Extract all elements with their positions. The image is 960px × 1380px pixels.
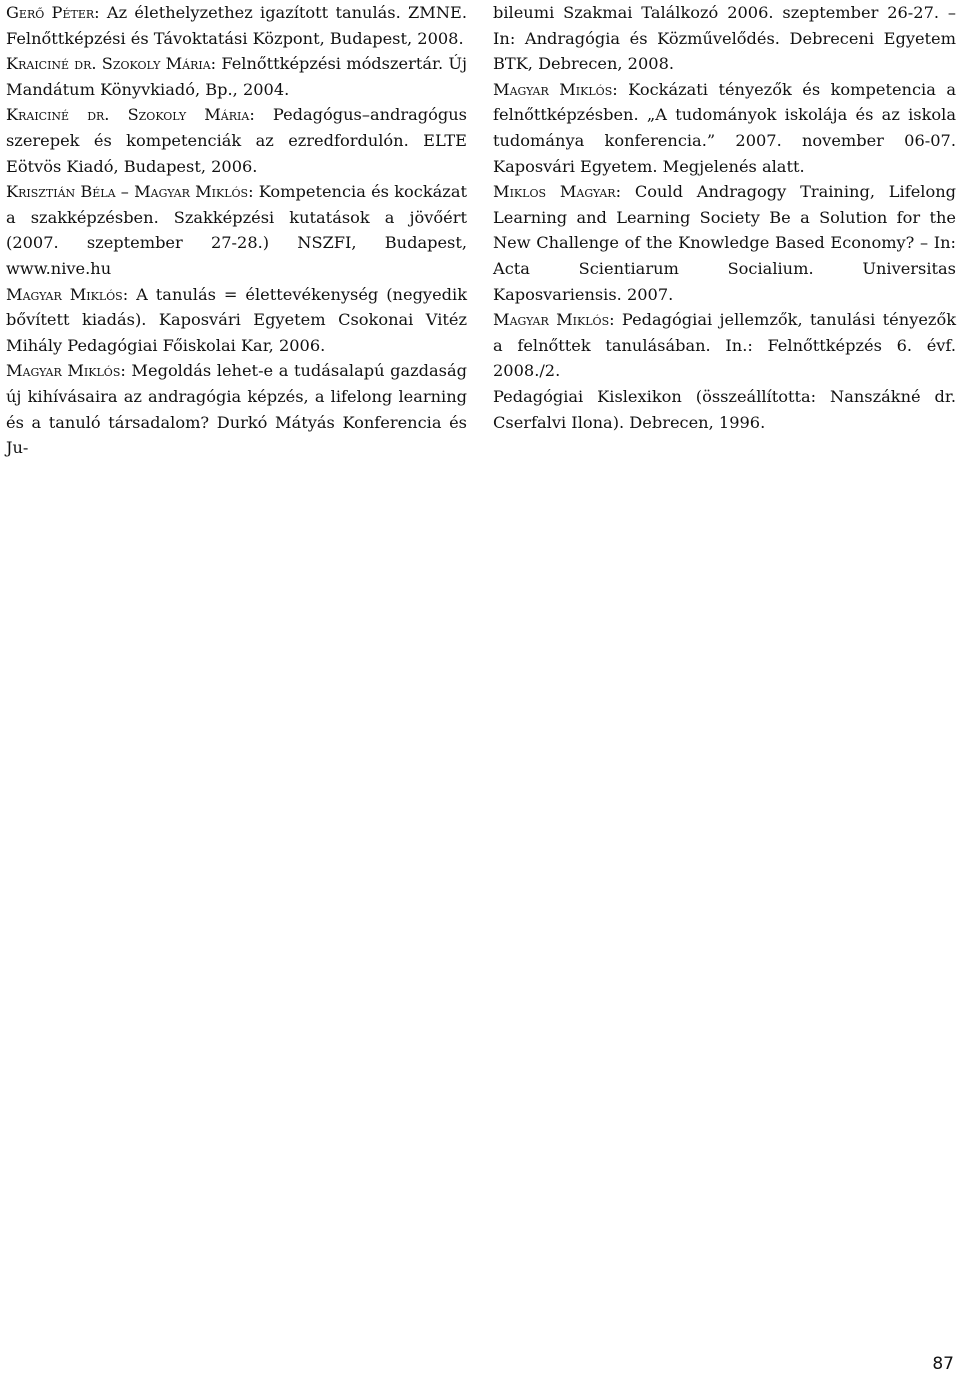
reference-author: Kraiciné dr. Szokoly Mária: — [6, 105, 255, 125]
reference-entry — [493, 77, 956, 179]
reference-entry — [493, 384, 956, 435]
reference-text: Kockázati tényezők és kompetencia a felnőttképzésben. „A tudományok iskolája és az iskola tudománya konferencia.” 2007. november 06-07. Kaposvári Egyetem. Megjelenés alatt. — [493, 79, 957, 176]
reference-entry — [6, 0, 467, 51]
reference-entry — [493, 0, 956, 77]
reference-author: Magyar Miklós: — [6, 361, 126, 381]
reference-author: Magyar Miklós: — [6, 284, 129, 304]
reference-author: Kraiciné dr. Szokoly Mária: — [6, 54, 217, 74]
reference-text: Felnőttképzési módszertár. Új Mandátum Könyvkiadó, Bp., 2004. — [6, 54, 467, 99]
reference-entry — [6, 51, 467, 102]
reference-text: bileumi Szakmai Találkozó 2006. szeptember 26-27. – In: Andragógia és Közművelődés. Debreceni Egyetem BTK, Debrecen, 2008. — [493, 3, 956, 74]
reference-author: Magyar Miklós: — [493, 310, 615, 330]
reference-text: Pedagógus–andragógus szerepek és kompetenciák az ezredfordulón. ELTE Eötvös Kiadó, Budapest, 2006. — [6, 105, 467, 176]
reference-entry — [493, 307, 956, 384]
reference-text: Megoldás lehet-e a tudásalapú gazdaság új kihívásaira az andragógia képzés, a lifelong learning és a tanuló társadalom? Durkó Mátyás Konferencia és Ju- — [6, 361, 467, 458]
reference-column-left — [6, 0, 467, 461]
reference-author: Miklos Magyar: — [493, 182, 622, 202]
reference-author: Magyar Miklós: — [493, 79, 618, 99]
reference-text: A tanulás = élettevékenység (negyedik bővített kiadás). Kaposvári Egyetem Csokonai Vitéz Mihály Pedagógiai Főiskolai Kar, 2006. — [6, 284, 467, 355]
reference-author: Gerő Péter: — [6, 3, 100, 22]
reference-entry — [6, 358, 467, 460]
reference-entry — [6, 282, 467, 359]
reference-text: Kompetencia és kockázat a szakképzésben. Szakképzési kutatások a jövőért (2007. szeptember 27-28.) NSZFI, Budapest, www.nive.hu — [6, 182, 467, 278]
reference-entry — [493, 179, 956, 307]
reference-column-right — [493, 0, 956, 435]
reference-entry — [6, 179, 467, 281]
page-number: 87 — [932, 1354, 954, 1374]
reference-text: Pedagógiai jellemzők, tanulási tényezők a felnőttek tanulásában. In.: Felnőttképzés 6. évf. 2008./2. — [493, 310, 956, 381]
reference-text: Could Andragogy Training, Lifelong Learning and Learning Society Be a Solution for the New Challenge of the Knowledge Based Economy? – In: Acta Scientiarum Socialium. Universitas Kaposvariensis. 2007. — [493, 182, 956, 304]
reference-entry — [6, 102, 467, 179]
reference-text: Pedagógiai Kislexikon (összeállította: Nanszákné dr. Cserfalvi Ilona). Debrecen, 1996. — [493, 386, 956, 432]
reference-author: Krisztián Béla – Magyar Miklós: — [6, 182, 254, 202]
reference-text: Az élethelyzethez igazított tanulás. ZMNE. Felnőttképzési és Távoktatási Központ, Budapest, 2008. — [6, 3, 468, 48]
